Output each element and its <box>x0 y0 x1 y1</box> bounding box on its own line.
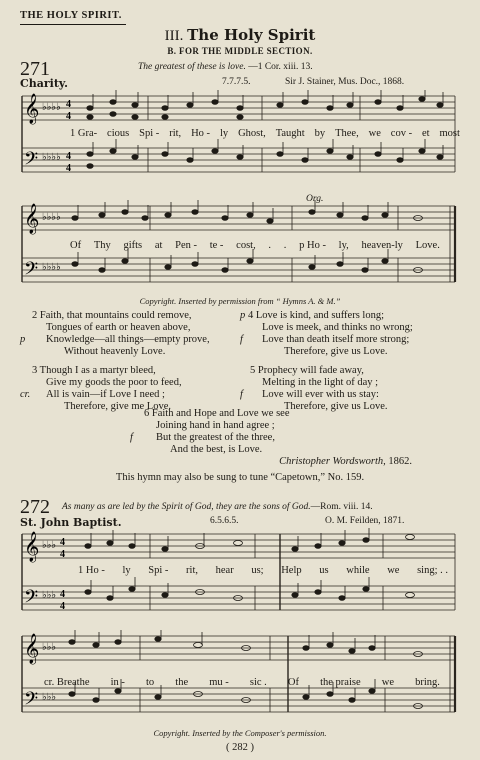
lyric-syllable: us; <box>251 565 264 576</box>
hymn-272-composer: O. M. Feilden, 1871. <box>325 516 405 526</box>
lyric-syllable: 1 Ho - <box>78 565 105 576</box>
svg-text:♭♭♭: ♭♭♭ <box>42 642 57 653</box>
lyric-syllable: rit, <box>186 565 198 576</box>
page-number: ( 282 ) <box>226 742 254 753</box>
lyric-syllable: . <box>283 240 287 251</box>
section-title: The Holy Spirit <box>187 26 316 44</box>
lyric-syllable: 1 Gra- <box>70 128 98 139</box>
svg-text:4: 4 <box>66 99 71 110</box>
hymn-number-272: 272 <box>20 496 50 518</box>
svg-text:4: 4 <box>60 537 65 548</box>
head-rule <box>20 24 126 25</box>
section-numeral: III. <box>164 28 184 44</box>
svg-text:𝄢: 𝄢 <box>24 587 39 612</box>
svg-text:♭♭♭: ♭♭♭ <box>42 540 57 551</box>
lyrics-272-line-2 <box>44 677 440 688</box>
lyric-syllable: cr. Breathe <box>44 677 90 688</box>
lyrics-271-line-2 <box>70 240 440 251</box>
lyric-syllable: rit, <box>169 128 182 139</box>
lyric-syllable: sic . <box>249 677 267 688</box>
lyric-syllable: Ghost, <box>238 128 266 139</box>
lyric-syllable: we <box>387 565 400 576</box>
verse-3: 3 Though I as a martyr bleed, Give my goods the poor to feed, cr. All is vain—if Love I need ; Therefore, give me Love. <box>20 365 182 412</box>
lyric-syllable: p Ho - <box>299 240 326 251</box>
verse-4: p 4 Love is kind, and suffers long; Love is meek, and thinks no wrong; f Love than death itself more strong; Therefore, give us Love. <box>240 310 413 357</box>
tune-name-st-john-baptist: St. John Baptist. <box>20 516 122 529</box>
lyric-syllable: heaven-ly <box>361 240 403 251</box>
lyric-syllable: we <box>368 128 381 139</box>
svg-text:𝄢: 𝄢 <box>24 149 39 174</box>
lyric-syllable: to <box>146 677 155 688</box>
svg-text:𝄞: 𝄞 <box>24 532 40 562</box>
organ-mark: Org. <box>306 194 324 204</box>
hymn-271-tune-note: This hymn may also be sung to tune “Capetown,” No. 159. <box>115 472 365 483</box>
lyric-syllable: mu - <box>209 677 229 688</box>
lyric-syllable: ly <box>122 565 131 576</box>
lyric-syllable: Help <box>281 565 302 576</box>
lyric-syllable: Ho - <box>191 128 211 139</box>
verses-left-column <box>20 310 242 413</box>
lyric-syllable: Love. <box>415 240 440 251</box>
section-subtitle: B. FOR THE MIDDLE SECTION. <box>167 46 313 56</box>
svg-text:𝄞: 𝄞 <box>24 94 40 124</box>
svg-text:♭♭♭: ♭♭♭ <box>42 590 57 601</box>
svg-text:4: 4 <box>66 111 71 122</box>
svg-text:𝄞: 𝄞 <box>24 634 40 664</box>
lyric-syllable: gifts <box>123 240 143 251</box>
lyric-syllable: the <box>175 677 189 688</box>
hymn-number-271: 271 <box>20 58 50 80</box>
svg-text:♭♭♭: ♭♭♭ <box>42 692 57 703</box>
lyric-syllable: in - <box>110 677 125 688</box>
lyric-syllable: Of <box>287 677 299 688</box>
lyric-syllable: at <box>154 240 163 251</box>
tune-name-charity: Charity. <box>20 77 68 90</box>
lyric-syllable: Thy <box>93 240 111 251</box>
lyric-syllable: sing; . . <box>417 565 448 576</box>
svg-text:♭♭♭♭: ♭♭♭♭ <box>42 102 61 113</box>
lyric-syllable: cov - <box>390 128 413 139</box>
svg-text:𝄞: 𝄞 <box>24 204 40 234</box>
lyric-syllable: ly <box>219 128 229 139</box>
svg-text:𝄢: 𝄢 <box>24 689 39 714</box>
hymn-271-author: Christopher Wordsworth, 1862. <box>279 456 412 467</box>
section-heading <box>0 26 480 45</box>
svg-text:♭♭♭♭: ♭♭♭♭ <box>42 212 61 223</box>
lyric-syllable: cious <box>107 128 130 139</box>
lyric-syllable: while <box>346 565 370 576</box>
lyric-syllable: Taught <box>275 128 305 139</box>
lyric-syllable: te - <box>209 240 224 251</box>
lyric-syllable: et <box>422 128 430 139</box>
verse-5: 5 Prophecy will fade away, Melting in the light of day ; f Love will ever with us stay: Therefore, give us Love. <box>240 365 388 412</box>
music-system-272-1 <box>0 528 480 628</box>
svg-text:♭♭♭♭: ♭♭♭♭ <box>42 262 61 273</box>
lyric-syllable: Pen - <box>175 240 198 251</box>
verse-6: 6 Faith and Hope and Love we see Joining hand in hand agree ; f But the greatest of the three, And the best, is Love. <box>130 408 290 455</box>
lyric-syllable: we <box>381 677 394 688</box>
hymn-272-meter: 6.5.6.5. <box>210 516 239 526</box>
svg-text:4: 4 <box>60 589 65 600</box>
lyric-syllable: the praise <box>320 677 361 688</box>
lyric-syllable: ly, <box>338 240 349 251</box>
svg-text:𝄢: 𝄢 <box>24 259 39 284</box>
hymn-272-copyright: Copyright. Inserted by the Composer's permission. <box>153 728 327 738</box>
lyric-syllable: by <box>314 128 326 139</box>
lyric-syllable: . <box>268 240 272 251</box>
lyric-syllable: cost, <box>236 240 256 251</box>
hymn-271-composer: Sir J. Stainer, Mus. Doc., 1868. <box>285 77 405 87</box>
verses-right-column <box>240 310 470 413</box>
lyric-syllable: Spi - <box>148 565 169 576</box>
lyric-syllable: hear <box>215 565 234 576</box>
lyrics-272-line-1 <box>78 565 448 576</box>
hymn-272-epigraph: As many as are led by the Spirit of God, they are the sons of God.—Rom. viii. 14. <box>62 502 373 512</box>
lyrics-271-line-1 <box>70 128 460 139</box>
lyric-syllable: bring. <box>415 677 440 688</box>
lyric-syllable: most <box>439 128 460 139</box>
lyric-syllable: Spi - <box>139 128 160 139</box>
svg-text:4: 4 <box>60 601 65 612</box>
lyric-syllable: Thee, <box>335 128 359 139</box>
svg-text:♭♭♭♭: ♭♭♭♭ <box>42 152 61 163</box>
hymn-271-meter: 7.7.7.5. <box>222 77 251 87</box>
svg-text:4: 4 <box>60 549 65 560</box>
svg-text:4: 4 <box>66 151 71 162</box>
lyric-syllable: Of <box>70 240 82 251</box>
hymn-271-copyright: Copyright. Inserted by permission from “ Hymns A. & M.” <box>139 296 341 306</box>
verse-2: 2 Faith, that mountains could remove, Tongues of earth or heaven above, p Knowledge—all things—empty prove, Without heavenly Love. <box>20 310 210 357</box>
svg-text:4: 4 <box>66 163 71 174</box>
hymn-271-epigraph: The greatest of these is love. —1 Cor. xiii. 13. <box>138 62 313 72</box>
lyric-syllable: us <box>319 565 329 576</box>
running-head: THE HOLY SPIRIT. <box>20 10 122 21</box>
music-system-271-1 <box>0 90 480 190</box>
